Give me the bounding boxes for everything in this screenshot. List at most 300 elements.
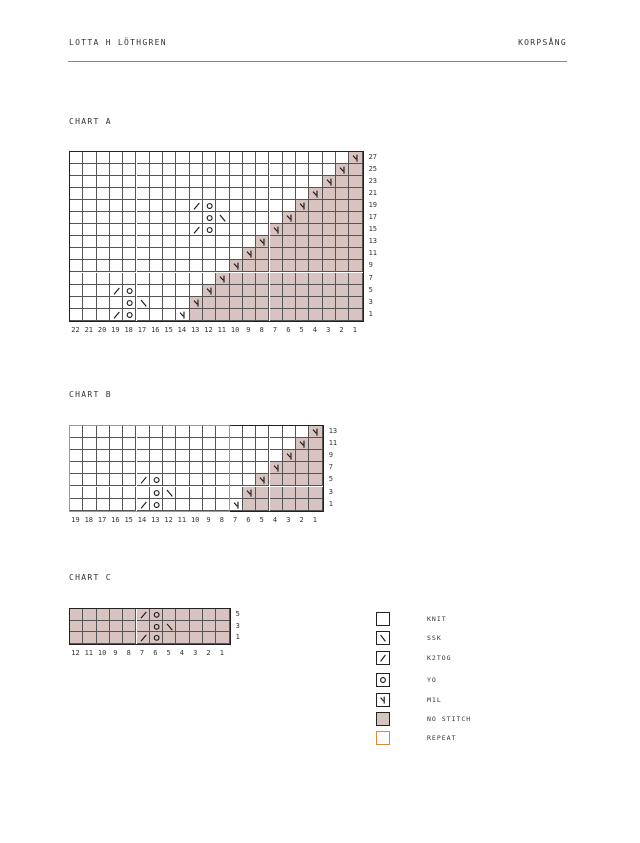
ssk-symbol [216,212,229,224]
m1l-symbol [336,164,349,176]
chart-cell [176,260,189,272]
row-number: 11 [368,249,378,258]
chart-cell [190,621,203,633]
chart-cell [123,462,136,474]
chart-cell [176,621,189,633]
chart-cell [163,188,176,200]
chart-cell [70,164,83,176]
chart-cell [243,450,256,462]
chart-cell [123,632,136,644]
chart-cell [123,188,136,200]
circle-icon [376,673,390,687]
row-number: 9 [328,451,333,460]
chart-cell [349,212,362,224]
yo-symbol [150,632,163,644]
chart-cell [323,273,336,285]
chart-cell [349,285,362,297]
chart-cell [256,462,269,474]
chart-cell [97,297,110,309]
chart-cell [203,273,216,285]
column-number: 5 [299,325,304,334]
chart-cell [70,236,83,248]
chart-cell [296,462,309,474]
chart-cell [216,297,229,309]
chart-cell [137,462,150,474]
chart-cell [70,474,83,486]
chart-cell [296,487,309,499]
chart-cell [83,188,96,200]
yo-symbol [203,212,216,224]
chart-cell [243,200,256,212]
chart-cell [270,474,283,486]
chart-cell [270,309,283,321]
chart-cell [123,200,136,212]
chart-cell [243,462,256,474]
column-number: 14 [137,515,147,524]
chart-cell [230,426,243,438]
chart-cell [97,474,110,486]
chart-cell [296,273,309,285]
chart-cell [150,426,163,438]
chart-cell [336,176,349,188]
chart-cell [150,152,163,164]
chart-cell [270,273,283,285]
chart-cell [283,260,296,272]
chart-cell [123,426,136,438]
chart-b-grid [69,425,324,512]
chart-cell [110,450,123,462]
chart-cell [123,487,136,499]
chart-cell [216,474,229,486]
filled-square-icon [376,712,390,726]
chart-cell [110,438,123,450]
chart-cell [270,499,283,511]
chart-cell [296,499,309,511]
chart-cell [176,609,189,621]
row-number: 7 [328,463,333,472]
chart-cell [137,487,150,499]
chart-cell [97,224,110,236]
column-number: 12 [204,325,213,334]
chart-cell [203,450,216,462]
chart-cell [83,200,96,212]
chart-cell [163,309,176,321]
chart-cell [176,273,189,285]
chart-cell [323,164,336,176]
chart-cell [137,188,150,200]
chart-c-grid [69,608,231,645]
chart-cell [176,212,189,224]
chart-cell [176,224,189,236]
yo-symbol [150,609,163,621]
chart-cell [216,224,229,236]
chart-cell [83,224,96,236]
chart-cell [110,224,123,236]
chart-cell [163,248,176,260]
chart-cell [123,273,136,285]
chart-cell [97,609,110,621]
chart-cell [349,224,362,236]
chart-cell [256,285,269,297]
chart-cell [336,248,349,260]
chart-cell [336,260,349,272]
chart-cell [83,297,96,309]
chart-cell [216,248,229,260]
chart-cell [190,499,203,511]
chart-cell [349,309,362,321]
chart-cell [110,426,123,438]
chart-cell [203,176,216,188]
column-number: 18 [124,325,133,334]
chart-cell [150,224,163,236]
yo-symbol [203,224,216,236]
chart-cell [203,621,216,633]
legend-label-repeat: REPEAT [427,734,457,742]
row-number: 7 [368,273,373,282]
chart-cell [190,632,203,644]
chart-cell [176,450,189,462]
chart-cell [163,609,176,621]
chart-cell [70,248,83,260]
chart-cell [123,499,136,511]
chart-cell [176,164,189,176]
chart-cell [163,426,176,438]
row-number: 21 [368,189,378,198]
chart-cell [83,499,96,511]
chart-cell [70,176,83,188]
chart-cell [230,462,243,474]
chart-cell [70,499,83,511]
column-number: 4 [312,325,317,334]
chart-cell [323,152,336,164]
chart-cell [97,248,110,260]
chart-cell [230,450,243,462]
chart-cell [256,176,269,188]
chart-cell [296,236,309,248]
chart-cell [176,188,189,200]
chart-cell [70,487,83,499]
chart-cell [137,621,150,633]
chart-cell [137,212,150,224]
chart-cell [283,438,296,450]
chart-cell [190,260,203,272]
chart-cell [216,450,229,462]
chart-cell [216,487,229,499]
chart-cell [190,273,203,285]
column-number: 22 [71,325,80,334]
chart-cell [349,248,362,260]
chart-cell [216,260,229,272]
chart-cell [83,621,96,633]
row-number: 3 [328,487,333,496]
chart-cell [270,450,283,462]
chart-cell [296,176,309,188]
chart-cell [230,438,243,450]
chart-cell [256,212,269,224]
chart-cell [349,260,362,272]
chart-cell [110,176,123,188]
m1l-symbol [270,224,283,236]
chart-cell [150,212,163,224]
chart-cell [137,438,150,450]
chart-cell [70,438,83,450]
chart-cell [283,462,296,474]
row-number: 19 [368,201,378,210]
chart-cell [163,152,176,164]
chart-cell [176,462,189,474]
slash-icon [376,651,390,665]
column-number: 21 [84,325,94,334]
chart-cell [137,152,150,164]
chart-cell [110,621,123,633]
chart-cell [97,176,110,188]
chart-cell [309,297,322,309]
chart-cell [110,462,123,474]
chart-cell [83,212,96,224]
chart-cell [137,450,150,462]
chart-cell [243,212,256,224]
chart-cell [283,297,296,309]
chart-cell [243,438,256,450]
chart-cell [243,273,256,285]
chart-cell [163,212,176,224]
m1l-symbol [283,212,296,224]
k2tog-symbol [137,632,150,644]
column-number: 2 [206,649,211,658]
chart-cell [163,236,176,248]
chart-cell [97,260,110,272]
chart-cell [283,285,296,297]
chart-cell [349,164,362,176]
chart-cell [83,426,96,438]
chart-cell [123,474,136,486]
chart-cell [230,297,243,309]
chart-cell [283,224,296,236]
orange-square-icon [376,731,390,745]
legend-label-no_stitch: NO STITCH [427,715,472,723]
chart-cell [190,487,203,499]
chart-cell [323,200,336,212]
chart-cell [283,499,296,511]
chart-cell [296,285,309,297]
chart-cell [83,176,96,188]
chart-cell [176,297,189,309]
chart-cell [270,487,283,499]
chart-cell [283,426,296,438]
chart-cell [83,609,96,621]
chart-cell [203,474,216,486]
chart-cell [83,450,96,462]
chart-cell [110,632,123,644]
column-number: 2 [339,325,344,334]
chart-cell [270,200,283,212]
chart-cell [97,621,110,633]
chart-cell [243,309,256,321]
column-number: 3 [286,515,291,524]
chart-cell [203,438,216,450]
column-number: 20 [97,325,107,334]
chart-cell [83,632,96,644]
yo-symbol [150,487,163,499]
chart-cell [163,176,176,188]
chart-cell [137,248,150,260]
chart-cell [70,188,83,200]
column-number: 5 [166,649,171,658]
chart-cell [256,426,269,438]
row-number: 3 [368,297,373,306]
m1l-symbol [256,236,269,248]
chart-cell [110,212,123,224]
chart-cell [230,224,243,236]
chart-cell [309,438,322,450]
column-number: 10 [190,515,200,524]
chart-cell [270,297,283,309]
chart-cell [309,212,322,224]
chart-cell [283,487,296,499]
chart-cell [203,632,216,644]
yo-symbol [150,474,163,486]
empty-square-icon [376,612,390,626]
chart-a-title: CHART A [69,117,112,126]
chart-cell [70,609,83,621]
row-number: 5 [368,285,373,294]
chart-cell [203,164,216,176]
chart-cell [83,273,96,285]
chart-cell [110,487,123,499]
chart-cell [70,621,83,633]
chart-cell [230,188,243,200]
chart-cell [256,487,269,499]
author-name: LOTTA H LÖTHGREN [69,38,167,47]
chart-cell [323,236,336,248]
column-number: 1 [219,649,224,658]
chart-cell [110,164,123,176]
row-number: 1 [328,499,333,508]
chart-cell [230,152,243,164]
chart-cell [243,426,256,438]
chart-cell [150,188,163,200]
chart-cell [216,176,229,188]
m1l-symbol [243,487,256,499]
column-number: 17 [137,325,147,334]
chart-cell [83,487,96,499]
row-number: 13 [368,237,378,246]
chart-cell [309,450,322,462]
chart-cell [203,426,216,438]
chart-cell [150,297,163,309]
yo-symbol [123,297,136,309]
m1l-symbol [203,285,216,297]
column-number: 13 [190,325,200,334]
column-number: 8 [126,649,131,658]
chart-cell [123,176,136,188]
chart-cell [83,462,96,474]
chart-cell [296,297,309,309]
chart-cell [123,621,136,633]
m1l-symbol [176,309,189,321]
chart-cell [110,248,123,260]
yo-symbol [150,499,163,511]
k2tog-symbol [137,609,150,621]
chart-cell [203,462,216,474]
k2tog-symbol [110,309,123,321]
chart-cell [110,260,123,272]
column-number: 4 [272,515,278,524]
chart-cell [216,462,229,474]
chart-cell [270,285,283,297]
chart-cell [270,248,283,260]
chart-cell [256,499,269,511]
chart-cell [163,224,176,236]
chart-cell [336,285,349,297]
chart-cell [296,152,309,164]
chart-cell [256,200,269,212]
chart-cell [216,188,229,200]
chart-cell [190,426,203,438]
chart-cell [123,609,136,621]
chart-cell [190,152,203,164]
column-number: 6 [286,325,291,334]
column-number: 7 [139,649,145,658]
chart-b-title: CHART B [69,390,112,399]
chart-cell [336,309,349,321]
chart-cell [243,176,256,188]
chart-cell [123,260,136,272]
chart-cell [190,248,203,260]
chart-cell [296,164,309,176]
chart-cell [309,152,322,164]
row-number: 5 [328,475,333,484]
chart-cell [309,487,322,499]
yo-symbol [150,621,163,633]
chart-cell [110,499,123,511]
column-number: 9 [113,649,118,658]
chart-cell [70,260,83,272]
chart-cell [83,438,96,450]
chart-cell [123,450,136,462]
chart-cell [309,224,322,236]
chart-cell [83,260,96,272]
chart-cell [283,164,296,176]
chart-cell [176,438,189,450]
chart-cell [336,224,349,236]
chart-cell [270,236,283,248]
column-number: 11 [217,325,227,334]
chart-cell [243,285,256,297]
chart-cell [296,248,309,260]
chart-cell [256,164,269,176]
chart-cell [70,309,83,321]
chart-cell [323,212,336,224]
chart-cell [163,632,176,644]
chart-cell [270,164,283,176]
chart-cell [216,152,229,164]
chart-cell [70,450,83,462]
chart-cell [137,285,150,297]
chart-cell [216,621,229,633]
chart-cell [190,188,203,200]
chart-cell [349,188,362,200]
chart-cell [203,248,216,260]
chart-cell [176,499,189,511]
chart-cell [137,236,150,248]
chart-cell [97,487,110,499]
m1l-symbol [243,248,256,260]
m1l-icon [376,693,390,707]
chart-cell [83,248,96,260]
chart-cell [216,164,229,176]
chart-cell [97,309,110,321]
